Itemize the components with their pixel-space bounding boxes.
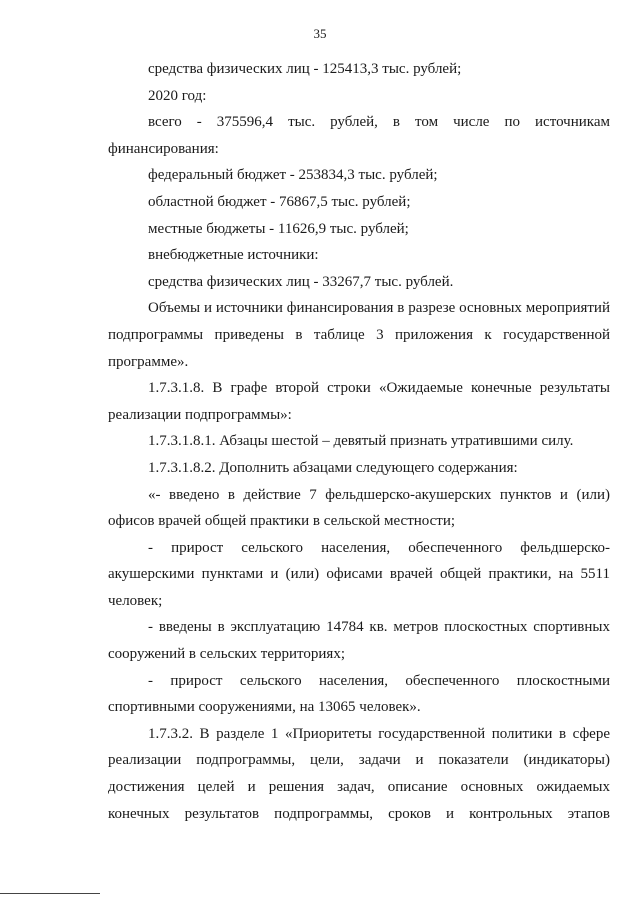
text-line: - введены в эксплуатацию 14784 кв. метров плоскостных спортивных (148, 619, 610, 636)
text-line: местные бюджеты - 11626,9 тыс. рублей; (148, 220, 409, 237)
text-line: - прирост сельского населения, обеспеченного плоскостными (148, 672, 610, 689)
text-line: 1.7.3.1.8. В графе второй строки «Ожидаемые конечные результаты (148, 380, 610, 397)
text-line: сооружений в сельских территориях; (108, 646, 345, 663)
text-line: средства физических лиц - 33267,7 тыс. рублей. (148, 273, 454, 290)
text-line: областной бюджет - 76867,5 тыс. рублей; (148, 193, 411, 210)
text-line: офисов врачей общей практики в сельской местности; (108, 513, 456, 530)
text-line: конечных результатов подпрограммы, сроков и контрольных этапов (108, 805, 610, 822)
text-line: внебюджетные источники: (148, 247, 319, 264)
text-line: реализации подпрограммы, цели, задачи и показатели (индикаторы) (108, 752, 610, 769)
text-line: Объемы и источники финансирования в разрезе основных мероприятий (148, 300, 610, 317)
text-line: реализации подпрограммы»: (108, 406, 292, 423)
text-line: средства физических лиц - 125413,3 тыс. рублей; (148, 61, 462, 77)
text-line: - прирост сельского населения, обеспеченного фельдшерско- (148, 539, 610, 556)
text-line: финансирования: (108, 140, 219, 157)
text-line: программе». (108, 353, 189, 370)
text-line: спортивными сооружениями, на 13065 человек». (108, 699, 421, 716)
text-line: 1.7.3.2. В разделе 1 «Приоритеты государственной политики в сфере (148, 725, 610, 742)
text-line: подпрограммы приведены в таблице 3 приложения к государственной (108, 326, 610, 343)
text-line: 2020 год: (148, 87, 207, 104)
page-number: 35 (313, 26, 327, 41)
text-line: «- введено в действие 7 фельдшерско-акушерских пунктов и (или) (148, 486, 610, 503)
text-line: 1.7.3.1.8.1. Абзацы шестой – девятый признать утратившими силу. (148, 433, 574, 450)
text-line: всего - 375596,4 тыс. рублей, в том числе по источникам (148, 114, 610, 131)
footer-rule (0, 893, 100, 894)
text-line: 1.7.3.1.8.2. Дополнить абзацами следующего содержания: (148, 459, 518, 476)
text-line: человек; (108, 592, 163, 609)
text-line: достижения целей и решения задач, описание основных ожидаемых (108, 779, 610, 796)
text-line: федеральный бюджет - 253834,3 тыс. рублей; (148, 167, 438, 184)
document-body (108, 56, 610, 827)
text-line: акушерскими пунктами и (или) офисами врачей общей практики, на 5511 (108, 566, 610, 583)
